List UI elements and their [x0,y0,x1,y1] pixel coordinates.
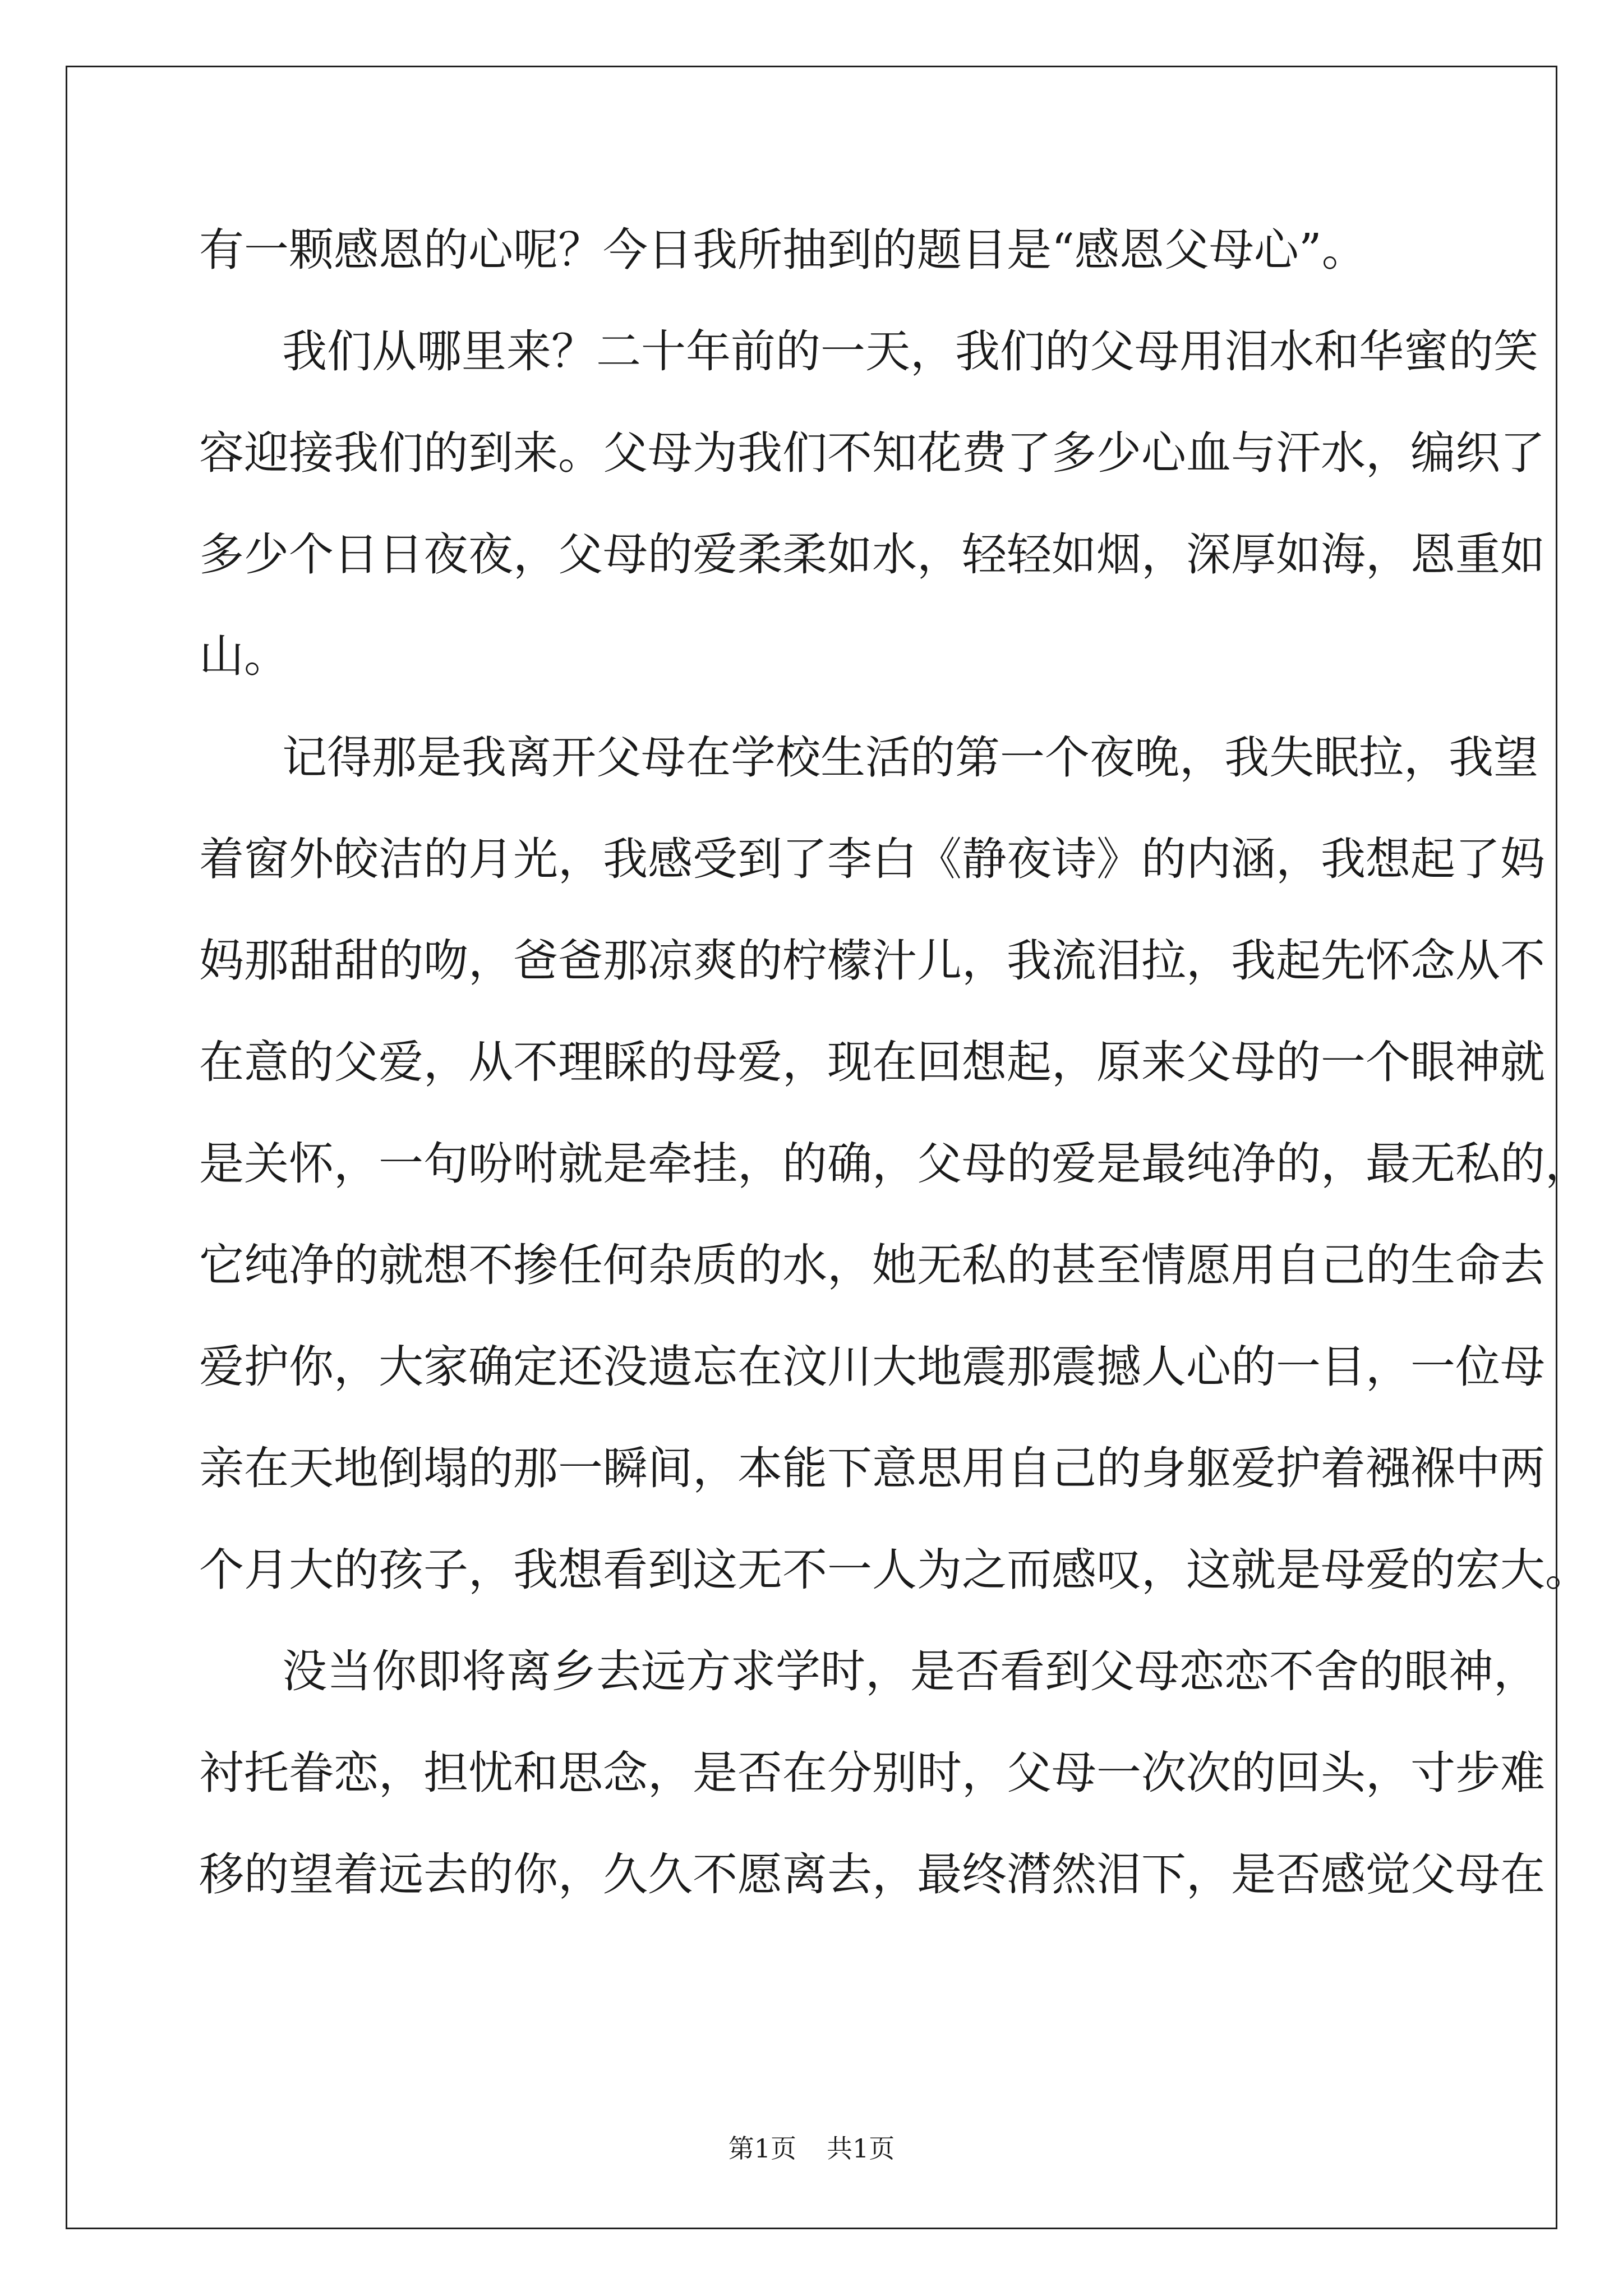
text-line: 容迎接我们的到来。父母为我们不知花费了多少心血与汗水，编织了 [199,427,1545,479]
text-line: 山。 [199,630,289,682]
text-line: 它纯净的就想不掺任何杂质的水，她无私的甚至情愿用自己的生命去 [199,1239,1545,1291]
text-line: 爱护你，大家确定还没遗忘在汶川大地震那震撼人心的一目，一位母 [199,1341,1545,1393]
page-footer [0,2132,1623,2165]
text-line: 个月大的孩子，我想看到这无不一人为之而感叹，这就是母爱的宏大。 [199,1544,1590,1596]
text-line: 多少个日日夜夜，父母的爱柔柔如水，轻轻如烟，深厚如海，恩重如 [199,528,1545,581]
page-number: 第1页 [728,2133,796,2164]
document-body [199,199,1590,1925]
text-line: 在意的父爱，从不理睬的母爱，现在回想起，原来父母的一个眼神就 [199,1036,1545,1088]
text-line: 亲在天地倒塌的那一瞬间，本能下意思用自己的身躯爱护着襁褓中两 [199,1442,1545,1494]
paragraph-first-line: 记得那是我离开父母在学校生活的第一个夜晚，我失眠拉，我望 [282,731,1538,784]
paragraph-first-line: 我们从哪里来？二十年前的一天，我们的父母用泪水和华蜜的笑 [282,325,1538,378]
text-line: 衬托眷恋，担忧和思念，是否在分别时，父母一次次的回头，寸步难 [199,1747,1545,1799]
text-line: 是关怀，一句吩咐就是牵挂，的确，父母的爱是最纯净的，最无私的， [199,1138,1590,1190]
text-line: 妈那甜甜的吻，爸爸那凉爽的柠檬汁儿，我流泪拉，我起先怀念从不 [199,935,1545,987]
text-line: 移的望着远去的你，久久不愿离去，最终潸然泪下，是否感觉父母在 [199,1848,1545,1901]
text-line: 有一颗感恩的心呢？今日我所抽到的题目是“感恩父母心”。 [199,224,1367,276]
text-line: 着窗外皎洁的月光，我感受到了李白《静夜诗》的内涵，我想起了妈 [199,833,1545,885]
paragraph-first-line: 没当你即将离乡去远方求学时，是否看到父母恋恋不舍的眼神， [282,1645,1538,1697]
page-total: 共1页 [827,2133,895,2164]
